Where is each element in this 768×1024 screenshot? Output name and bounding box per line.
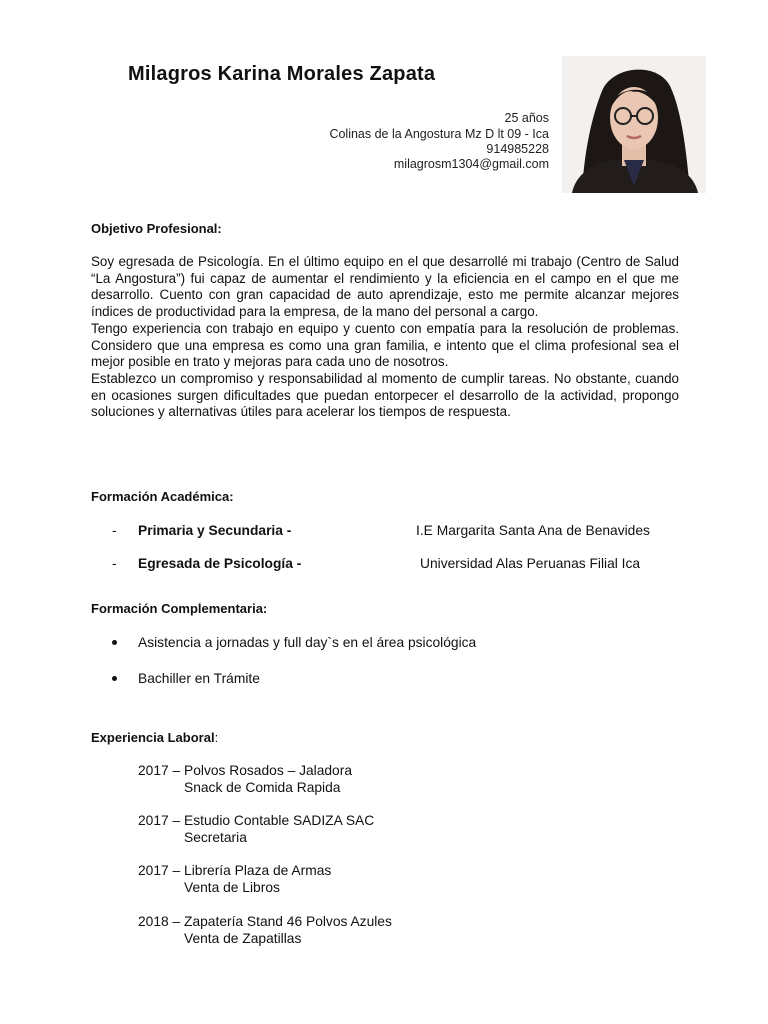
job-role: Venta de Zapatillas xyxy=(184,930,302,946)
job-line: 2017 – Librería Plaza de Armas xyxy=(138,863,332,878)
experience-heading xyxy=(91,730,218,745)
job-role: Secretaria xyxy=(184,829,247,845)
bullet-icon xyxy=(112,676,117,681)
education-label: Egresada de Psicología - xyxy=(138,556,302,571)
objective-text xyxy=(91,254,679,421)
complementary-text: Bachiller en Trámite xyxy=(138,671,260,686)
education-institution: I.E Margarita Santa Ana de Benavides xyxy=(416,523,650,538)
education-institution: Universidad Alas Peruanas Filial Ica xyxy=(420,556,641,571)
list-dash: - xyxy=(112,556,117,571)
bullet-icon xyxy=(112,640,117,645)
experience-heading-text: Experiencia Laboral xyxy=(91,730,215,745)
objective-paragraph: Soy egresada de Psicología. En el último equipo en el que desarrollé mi trabajo (Centro de Salud “La Angostura”) fui capaz de aumentar el rendimiento y la eficiencia en el campo en el que me desarrollo. Cuento con gran capacidad de auto aprendizaje, esto me permite alcanzar mejores índices de productividad para la empresa, de la mano del personal a cargo. xyxy=(91,254,679,320)
list-dash: - xyxy=(112,523,117,538)
candidate-name: Milagros Karina Morales Zapata xyxy=(128,63,436,85)
complementary-heading: Formación Complementaria: xyxy=(91,601,268,616)
profile-photo xyxy=(562,56,706,193)
job-entry xyxy=(138,763,352,796)
education-heading: Formación Académica: xyxy=(91,489,234,504)
job-line: 2017 – Estudio Contable SADIZA SAC xyxy=(138,813,375,828)
contact-address: Colinas de la Angostura Mz D lt 09 - Ica xyxy=(329,127,549,141)
job-entry xyxy=(138,813,374,846)
job-entry xyxy=(138,863,331,896)
experience-heading-colon: : xyxy=(214,730,219,745)
job-entry xyxy=(138,914,392,947)
objective-heading: Objetivo Profesional: xyxy=(91,221,222,236)
job-role: Snack de Comida Rapida xyxy=(184,779,341,795)
contact-email: milagrosm1304@gmail.com xyxy=(393,157,549,171)
contact-age: 25 años xyxy=(504,111,549,125)
education-item xyxy=(112,556,692,574)
job-role: Venta de Libros xyxy=(184,879,280,895)
objective-paragraph: Tengo experiencia con trabajo en equipo y cuento con empatía para la resolución de problemas. Considero que una empresa es como una gran familia, e intento que el clima profesional sea el mejor posible en trato y mejoras para cada uno de nosotros. xyxy=(91,320,679,370)
education-label: Primaria y Secundaria - xyxy=(138,523,292,538)
objective-paragraph: Establezco un compromiso y responsabilidad al momento de cumplir tareas. No obstante, cuando en ocasiones surgen dificultades que puedan entorpecer el desarrollo de la actividad, propongo soluciones y alternativas útiles para acelerar los tiempos de respuesta. xyxy=(91,370,679,420)
complementary-text: Asistencia a jornadas y full day`s en el área psicológica xyxy=(138,635,477,650)
contact-phone: 914985228 xyxy=(486,142,549,156)
education-item xyxy=(112,523,692,541)
job-line: 2018 – Zapatería Stand 46 Polvos Azules xyxy=(138,914,392,929)
job-line: 2017 – Polvos Rosados – Jaladora xyxy=(138,763,352,778)
